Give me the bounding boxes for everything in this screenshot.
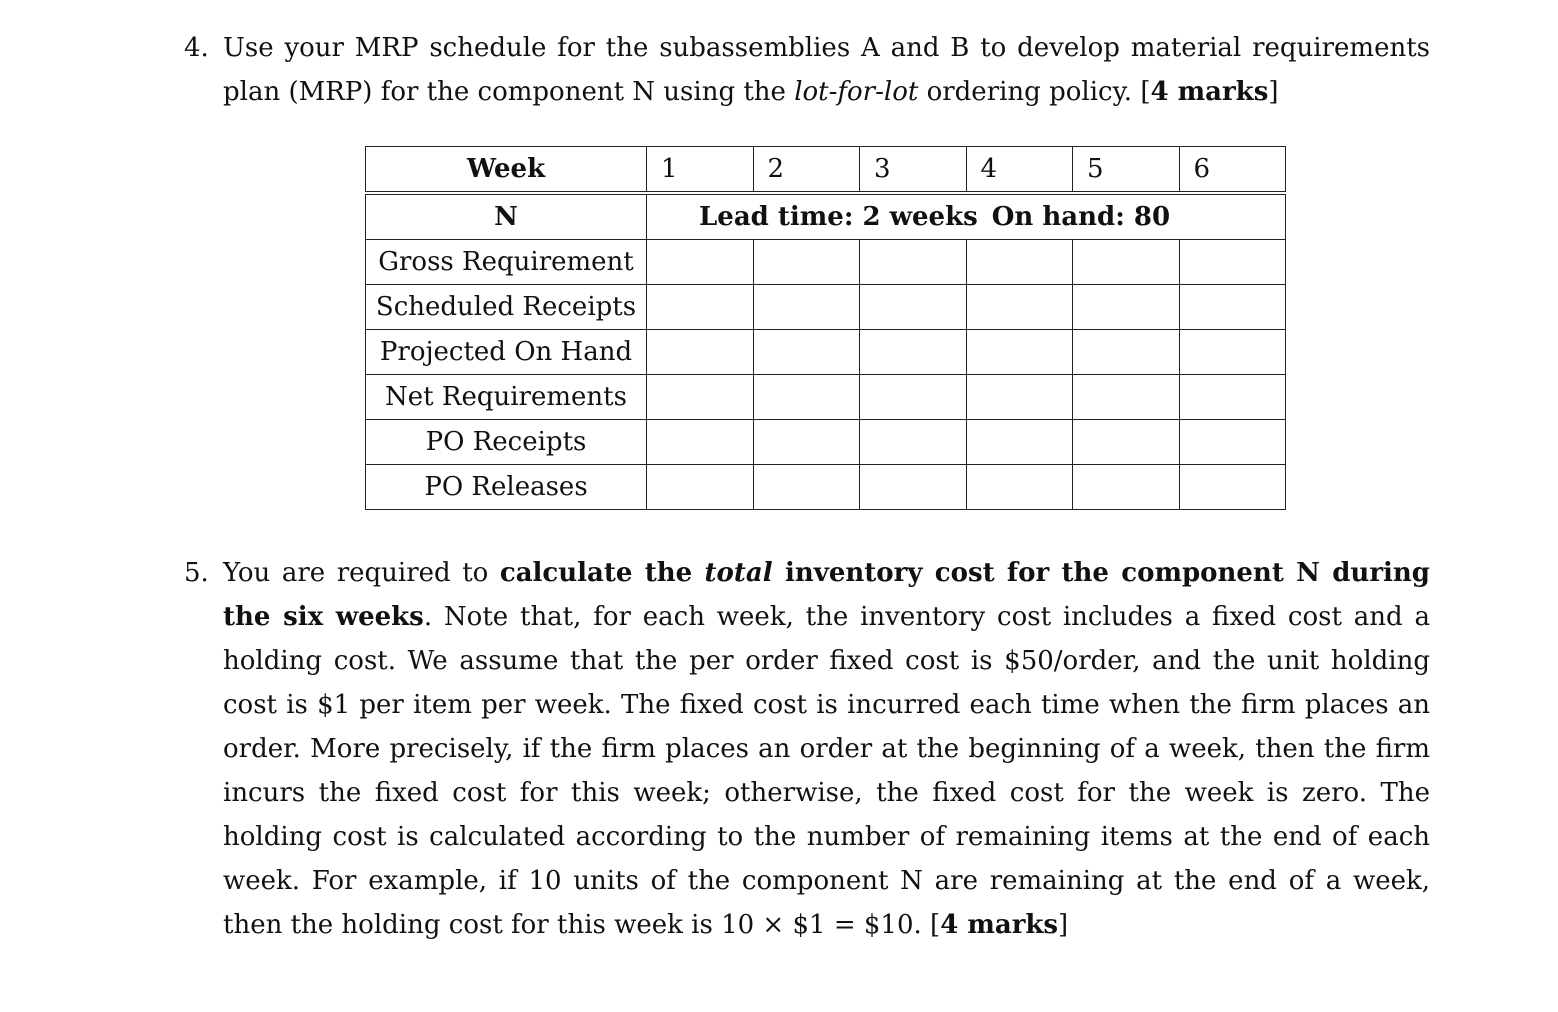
empty-cell[interactable] <box>966 375 1073 420</box>
table-row <box>366 420 1286 465</box>
empty-cell[interactable] <box>753 465 860 510</box>
week-number: 2 <box>753 147 860 194</box>
empty-cell[interactable] <box>966 465 1073 510</box>
lead-time: Lead time: 2 weeks <box>699 202 978 232</box>
empty-cell[interactable] <box>1179 285 1286 330</box>
empty-cell[interactable] <box>1073 420 1180 465</box>
week-number: 1 <box>647 147 754 194</box>
empty-cell[interactable] <box>647 240 754 285</box>
empty-cell[interactable] <box>966 285 1073 330</box>
question-5-number: 5. <box>184 558 209 588</box>
row-label: Net Requirements <box>366 375 647 420</box>
empty-cell[interactable] <box>860 465 967 510</box>
week-number: 3 <box>860 147 967 194</box>
row-label: Gross Requirement <box>366 240 647 285</box>
table-row <box>366 240 1286 285</box>
row-label: PO Releases <box>366 465 647 510</box>
question-4-text-part: ordering policy. [ <box>918 77 1151 107</box>
row-label: Scheduled Receipts <box>366 285 647 330</box>
empty-cell[interactable] <box>753 420 860 465</box>
empty-cell[interactable] <box>1073 465 1180 510</box>
mrp-table <box>365 146 1286 510</box>
empty-cell[interactable] <box>1179 330 1286 375</box>
week-header: Week <box>366 147 647 194</box>
question-4-text-part: ] <box>1268 77 1279 107</box>
empty-cell[interactable] <box>647 465 754 510</box>
empty-cell[interactable] <box>1073 240 1180 285</box>
question-5-marks: 4 marks <box>940 910 1059 940</box>
empty-cell[interactable] <box>753 330 860 375</box>
row-label: Projected On Hand <box>366 330 647 375</box>
week-number: 6 <box>1179 147 1286 194</box>
empty-cell[interactable] <box>1073 330 1180 375</box>
empty-cell[interactable] <box>1179 465 1286 510</box>
empty-cell[interactable] <box>753 375 860 420</box>
item-info-row <box>366 193 1286 240</box>
empty-cell[interactable] <box>647 285 754 330</box>
question-5-text-part: ] <box>1058 910 1069 940</box>
empty-cell[interactable] <box>753 285 860 330</box>
empty-cell[interactable] <box>860 420 967 465</box>
question-4-text-part: Use your MRP schedule for the subassemblies A and B to develop material requirements plan (MRP) for the component N using the <box>223 33 1430 107</box>
empty-cell[interactable] <box>647 375 754 420</box>
empty-cell[interactable] <box>1073 375 1180 420</box>
empty-cell[interactable] <box>1179 240 1286 285</box>
empty-cell[interactable] <box>860 375 967 420</box>
empty-cell[interactable] <box>647 330 754 375</box>
empty-cell[interactable] <box>1073 285 1180 330</box>
lot-for-lot-term: lot-for-lot <box>794 77 919 107</box>
question-4-number: 4. <box>184 33 209 63</box>
question-5 <box>184 551 1430 947</box>
question-5-text-part: . Note that, for each week, the inventory cost includes a fixed cost and a holding cost. We assume that the per order fixed cost is $50/order, and the unit holding cost is $1 per item per week. The fixed cost is incurred each time when the firm places an order. More precisely, if the firm places an order at the beginning of a week, then the firm incurs the fixed cost for this week; otherwise, the fixed cost for the week is zero. The holding cost is calculated according to the number of remaining items at the end of each week. For example, if 10 units of the component N are remaining at the end of a week, then the holding cost for this week is 10 × $1 = $10. [ <box>223 602 1430 940</box>
item-name: N <box>366 193 647 240</box>
week-number: 4 <box>966 147 1073 194</box>
question-5-text-part: You are required to <box>223 558 500 588</box>
empty-cell[interactable] <box>966 330 1073 375</box>
table-row <box>366 465 1286 510</box>
empty-cell[interactable] <box>1179 375 1286 420</box>
empty-cell[interactable] <box>1179 420 1286 465</box>
question-5-text <box>223 551 1430 947</box>
empty-cell[interactable] <box>860 285 967 330</box>
table-row <box>366 285 1286 330</box>
empty-cell[interactable] <box>860 330 967 375</box>
week-number: 5 <box>1073 147 1180 194</box>
table-row <box>366 330 1286 375</box>
question-4 <box>184 26 1430 114</box>
empty-cell[interactable] <box>966 420 1073 465</box>
empty-cell[interactable] <box>753 240 860 285</box>
table-row <box>366 375 1286 420</box>
week-header-row <box>366 147 1286 194</box>
question-5-bold-part: inventory cost for the component N during the six weeks <box>223 558 1430 632</box>
on-hand: On hand: 80 <box>991 202 1171 232</box>
total-emphasis: total <box>704 558 773 588</box>
row-label: PO Receipts <box>366 420 647 465</box>
question-4-marks: 4 marks <box>1150 77 1269 107</box>
question-5-bold-part: calculate the <box>499 558 705 588</box>
item-info <box>647 193 1286 240</box>
empty-cell[interactable] <box>966 240 1073 285</box>
empty-cell[interactable] <box>860 240 967 285</box>
empty-cell[interactable] <box>647 420 754 465</box>
question-4-text <box>223 26 1430 114</box>
